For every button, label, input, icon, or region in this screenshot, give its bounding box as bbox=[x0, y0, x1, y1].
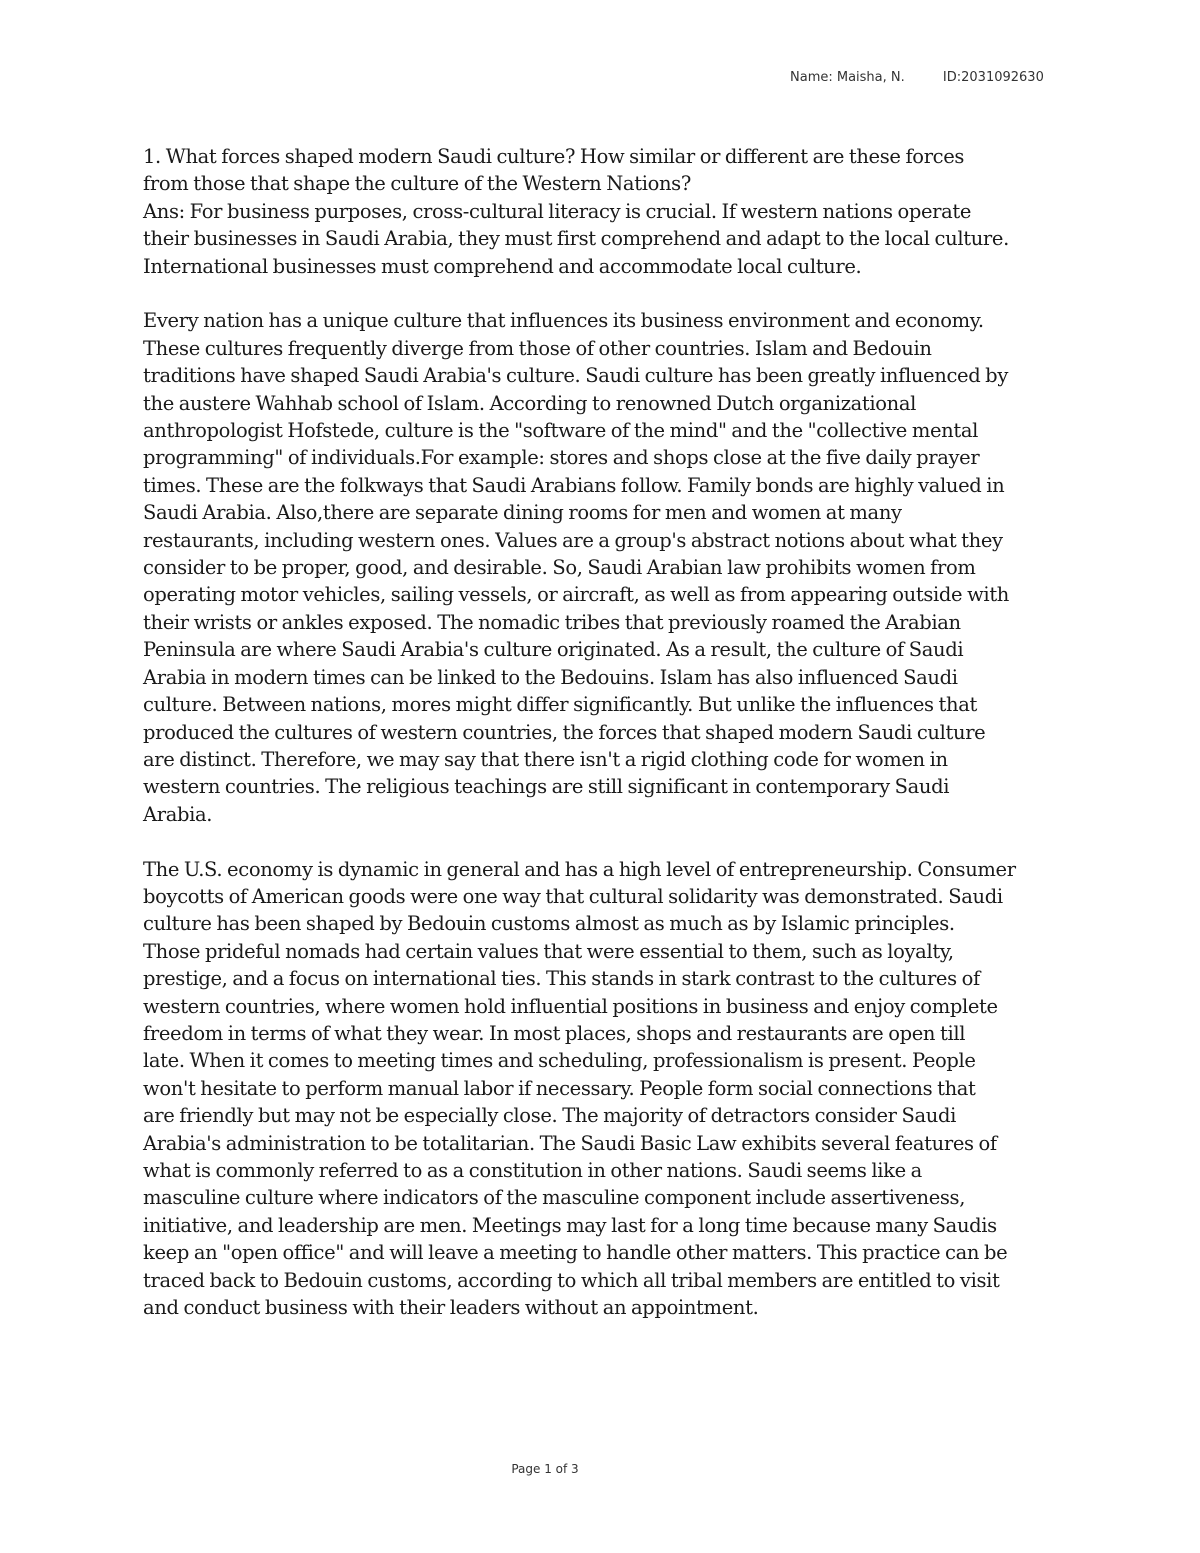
text-line: Those prideful nomads had certain values that were essential to them, such as loyalty, bbox=[143, 939, 954, 963]
text-line: programming" of individuals.For example: stores and shops close at the five daily prayer bbox=[143, 446, 980, 470]
text-line: times. These are the folkways that Saudi Arabians follow. Family bonds are highly valued in bbox=[143, 473, 1005, 497]
text-line: Every nation has a unique culture that influences its business environment and economy. bbox=[143, 309, 984, 333]
page-header bbox=[790, 70, 1090, 85]
text-line: freedom in terms of what they wear. In most places, shops and restaurants are open till bbox=[143, 1021, 966, 1045]
text-line: their wrists or ankles exposed. The nomadic tribes that previously roamed the Arabian bbox=[143, 610, 961, 634]
text-line: the austere Wahhab school of Islam. According to renowned Dutch organizational bbox=[143, 391, 917, 415]
text-line: are distinct. Therefore, we may say that there isn't a rigid clothing code for women in bbox=[143, 747, 948, 771]
student-name: Name: Maisha, N. bbox=[790, 70, 905, 85]
paragraph-saudi-culture bbox=[143, 307, 1063, 828]
text-line: their businesses in Saudi Arabia, they must first comprehend and adapt to the local culture. bbox=[143, 227, 1009, 251]
text-line: prestige, and a focus on international ties. This stands in stark contrast to the cultures of bbox=[143, 967, 980, 991]
question-text bbox=[143, 143, 1063, 198]
text-line: Arabia's administration to be totalitarian. The Saudi Basic Law exhibits several features of bbox=[143, 1131, 997, 1155]
text-line: boycotts of American goods were one way that cultural solidarity was demonstrated. Saudi bbox=[143, 884, 1003, 908]
text-line: Peninsula are where Saudi Arabia's culture originated. As a result, the culture of Saudi bbox=[143, 638, 964, 662]
text-line: keep an "open office" and will leave a meeting to handle other matters. This practice can be bbox=[143, 1241, 1008, 1265]
text-line: Saudi Arabia. Also,there are separate dining rooms for men and women at many bbox=[143, 501, 902, 525]
text-line: Arabia. bbox=[143, 802, 213, 826]
text-line: International businesses must comprehend and accommodate local culture. bbox=[143, 254, 862, 278]
text-line: from those that shape the culture of the Western Nations? bbox=[143, 172, 691, 196]
text-line: culture. Between nations, mores might differ significantly. But unlike the influences that bbox=[143, 693, 977, 717]
text-line: consider to be proper, good, and desirable. So, Saudi Arabian law prohibits women from bbox=[143, 556, 976, 580]
text-line: late. When it comes to meeting times and scheduling, professionalism is present. People bbox=[143, 1049, 976, 1073]
answer-intro bbox=[143, 198, 1063, 280]
page-number: Page 1 of 3 bbox=[511, 1462, 579, 1476]
paragraph-us-economy bbox=[143, 856, 1063, 1322]
text-line: restaurants, including western ones. Values are a group's abstract notions about what they bbox=[143, 528, 1003, 552]
text-line: traditions have shaped Saudi Arabia's culture. Saudi culture has been greatly influenced by bbox=[143, 364, 1008, 388]
text-line: and conduct business with their leaders without an appointment. bbox=[143, 1296, 759, 1320]
text-line: Arabia in modern times can be linked to the Bedouins. Islam has also influenced Saudi bbox=[143, 665, 958, 689]
text-line: traced back to Bedouin customs, according to which all tribal members are entitled to visit bbox=[143, 1268, 1000, 1292]
text-line: western countries, where women hold influential positions in business and enjoy complete bbox=[143, 994, 998, 1018]
text-line: 1. What forces shaped modern Saudi culture? How similar or different are these forces bbox=[143, 145, 965, 168]
document-body bbox=[143, 143, 1063, 1321]
text-line: are friendly but may not be especially close. The majority of detractors consider Saudi bbox=[143, 1104, 956, 1128]
text-line: anthropologist Hofstede, culture is the "software of the mind" and the "collective mental bbox=[143, 419, 979, 443]
text-line: Ans: For business purposes, cross-cultural literacy is crucial. If western nations operate bbox=[143, 199, 972, 223]
text-line: western countries. The religious teachings are still significant in contemporary Saudi bbox=[143, 775, 950, 799]
text-line: masculine culture where indicators of the masculine component include assertiveness, bbox=[143, 1186, 966, 1210]
text-line: what is commonly referred to as a constitution in other nations. Saudi seems like a bbox=[143, 1159, 922, 1182]
page-footer bbox=[0, 1462, 1090, 1476]
text-line: The U.S. economy is dynamic in general and has a high level of entrepreneurship. Consumer bbox=[143, 857, 1016, 881]
text-line: culture has been shaped by Bedouin customs almost as much as by Islamic principles. bbox=[143, 912, 955, 936]
text-line: produced the cultures of western countries, the forces that shaped modern Saudi culture bbox=[143, 720, 986, 744]
student-id: ID:2031092630 bbox=[942, 70, 1044, 85]
text-line: These cultures frequently diverge from those of other countries. Islam and Bedouin bbox=[143, 336, 932, 360]
text-line: initiative, and leadership are men. Meetings may last for a long time because many Saudis bbox=[143, 1213, 997, 1237]
text-line: won't hesitate to perform manual labor if necessary. People form social connections that bbox=[143, 1076, 976, 1100]
text-line: operating motor vehicles, sailing vessels, or aircraft, as well as from appearing outside with bbox=[143, 583, 1010, 607]
